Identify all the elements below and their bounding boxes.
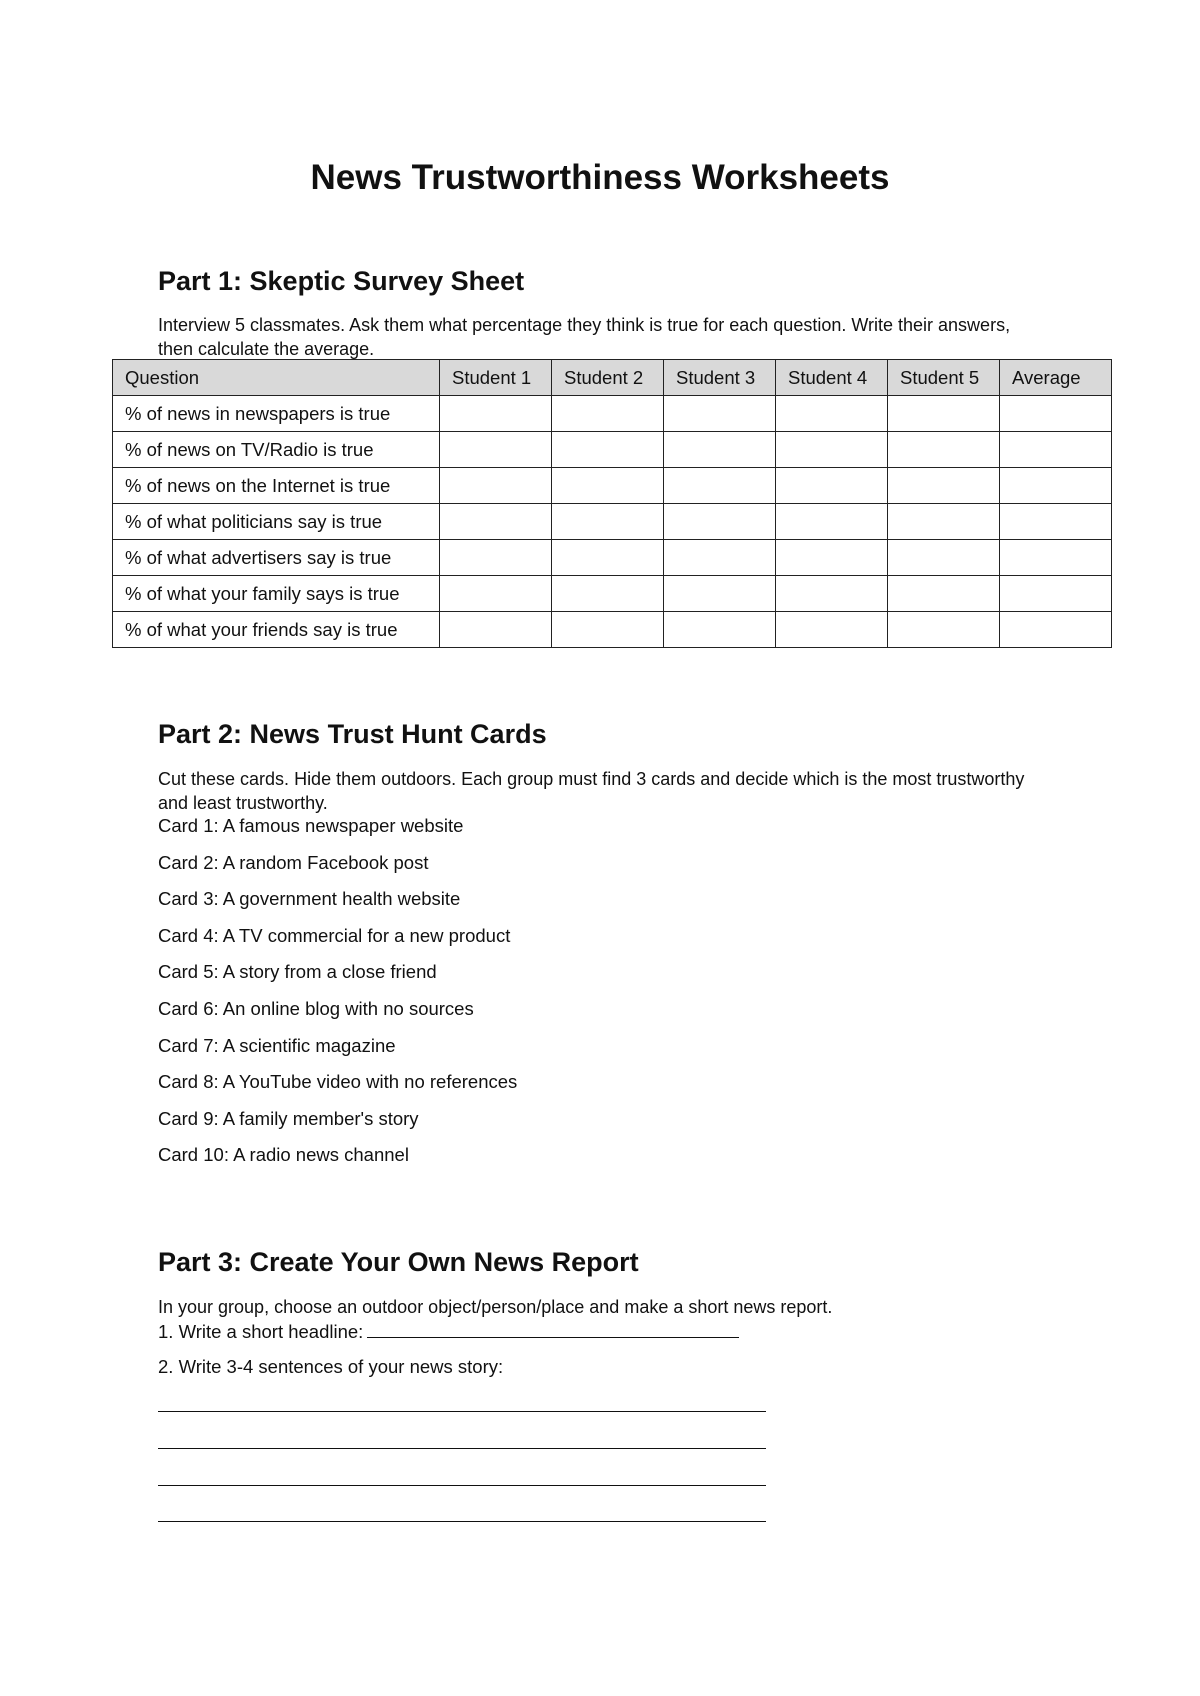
student-answer-cell[interactable] — [888, 576, 1000, 612]
table-header-cell: Average — [1000, 360, 1112, 396]
table-header-cell: Student 4 — [776, 360, 888, 396]
student-answer-cell[interactable] — [664, 612, 776, 648]
part1-instructions: Interview 5 classmates. Ask them what percentage they think is true for each question. Write their answers, then calculate the average. — [158, 315, 1011, 359]
student-answer-cell[interactable] — [776, 432, 888, 468]
student-answer-cell[interactable] — [552, 468, 664, 504]
question-cell: % of news on TV/Radio is true — [113, 432, 440, 468]
table-header-cell: Question — [113, 360, 440, 396]
student-answer-cell[interactable] — [664, 396, 776, 432]
average-answer-cell[interactable] — [1000, 504, 1112, 540]
headline-prompt-label: 1. Write a short headline: — [158, 1321, 364, 1342]
student-answer-cell[interactable] — [440, 432, 552, 468]
average-answer-cell[interactable] — [1000, 540, 1112, 576]
question-cell: % of what your family says is true — [113, 576, 440, 612]
student-answer-cell[interactable] — [552, 432, 664, 468]
student-answer-cell[interactable] — [440, 396, 552, 432]
student-answer-cell[interactable] — [776, 540, 888, 576]
student-answer-cell[interactable] — [776, 504, 888, 540]
card-item: Card 4: A TV commercial for a new product — [158, 924, 511, 946]
student-answer-cell[interactable] — [440, 468, 552, 504]
average-answer-cell[interactable] — [1000, 468, 1112, 504]
student-answer-cell[interactable] — [776, 396, 888, 432]
cards-list — [158, 815, 517, 1181]
student-answer-cell[interactable] — [552, 612, 664, 648]
question-cell: % of news on the Internet is true — [113, 468, 440, 504]
student-answer-cell[interactable] — [664, 576, 776, 612]
student-answer-cell[interactable] — [888, 396, 1000, 432]
card-item: Card 3: A government health website — [158, 888, 461, 910]
card-item: Card 7: A scientific magazine — [158, 1034, 396, 1056]
student-answer-cell[interactable] — [888, 468, 1000, 504]
story-answer-line[interactable] — [158, 1485, 766, 1486]
table-header-row — [113, 360, 1112, 396]
story-answer-line[interactable] — [158, 1448, 766, 1449]
table-row — [113, 396, 1112, 432]
card-item: Card 8: A YouTube video with no references — [158, 1071, 518, 1093]
student-answer-cell[interactable] — [552, 540, 664, 576]
table-row — [113, 432, 1112, 468]
student-answer-cell[interactable] — [776, 468, 888, 504]
table-row — [113, 576, 1112, 612]
student-answer-cell[interactable] — [888, 504, 1000, 540]
average-answer-cell[interactable] — [1000, 612, 1112, 648]
student-answer-cell[interactable] — [888, 612, 1000, 648]
student-answer-cell[interactable] — [776, 576, 888, 612]
headline-answer-line[interactable] — [367, 1319, 739, 1338]
table-header-cell: Student 1 — [440, 360, 552, 396]
story-answer-line[interactable] — [158, 1411, 766, 1412]
question-cell: % of what your friends say is true — [113, 612, 440, 648]
story-prompt: 2. Write 3-4 sentences of your news story: — [158, 1356, 504, 1377]
headline-prompt — [158, 1319, 739, 1343]
student-answer-cell[interactable] — [664, 468, 776, 504]
part2-instructions: Cut these cards. Hide them outdoors. Each group must find 3 cards and decide which is the most trustworthy and least trustworthy. — [158, 769, 1025, 813]
table-header-cell: Student 2 — [552, 360, 664, 396]
student-answer-cell[interactable] — [552, 576, 664, 612]
part2-heading: Part 2: News Trust Hunt Cards — [158, 719, 547, 749]
student-answer-cell[interactable] — [552, 504, 664, 540]
student-answer-cell[interactable] — [888, 432, 1000, 468]
question-cell: % of news in newspapers is true — [113, 396, 440, 432]
student-answer-cell[interactable] — [440, 576, 552, 612]
student-answer-cell[interactable] — [664, 504, 776, 540]
student-answer-cell[interactable] — [888, 540, 1000, 576]
table-header-cell: Student 5 — [888, 360, 1000, 396]
card-item: Card 9: A family member's story — [158, 1107, 419, 1129]
table-row — [113, 612, 1112, 648]
table-body — [113, 396, 1112, 648]
student-answer-cell[interactable] — [440, 504, 552, 540]
student-answer-cell[interactable] — [552, 396, 664, 432]
table-row — [113, 540, 1112, 576]
table-row — [113, 468, 1112, 504]
page-title: News Trustworthiness Worksheets — [310, 158, 890, 197]
student-answer-cell[interactable] — [664, 540, 776, 576]
card-item: Card 10: A radio news channel — [158, 1144, 409, 1166]
skeptic-survey-table — [112, 359, 1112, 648]
table-header-cell: Student 3 — [664, 360, 776, 396]
part3-instructions: In your group, choose an outdoor object/person/place and make a short news report. — [158, 1297, 833, 1317]
table-row — [113, 504, 1112, 540]
question-cell: % of what advertisers say is true — [113, 540, 440, 576]
card-item: Card 2: A random Facebook post — [158, 851, 429, 873]
student-answer-cell[interactable] — [440, 612, 552, 648]
part1-heading: Part 1: Skeptic Survey Sheet — [158, 266, 525, 296]
average-answer-cell[interactable] — [1000, 396, 1112, 432]
card-item: Card 1: A famous newspaper website — [158, 815, 464, 836]
card-item: Card 6: An online blog with no sources — [158, 997, 474, 1019]
student-answer-cell[interactable] — [440, 540, 552, 576]
student-answer-cell[interactable] — [776, 612, 888, 648]
average-answer-cell[interactable] — [1000, 576, 1112, 612]
story-answer-line[interactable] — [158, 1521, 766, 1522]
average-answer-cell[interactable] — [1000, 432, 1112, 468]
question-cell: % of what politicians say is true — [113, 504, 440, 540]
student-answer-cell[interactable] — [664, 432, 776, 468]
card-item: Card 5: A story from a close friend — [158, 961, 437, 983]
part3-heading: Part 3: Create Your Own News Report — [158, 1247, 639, 1277]
